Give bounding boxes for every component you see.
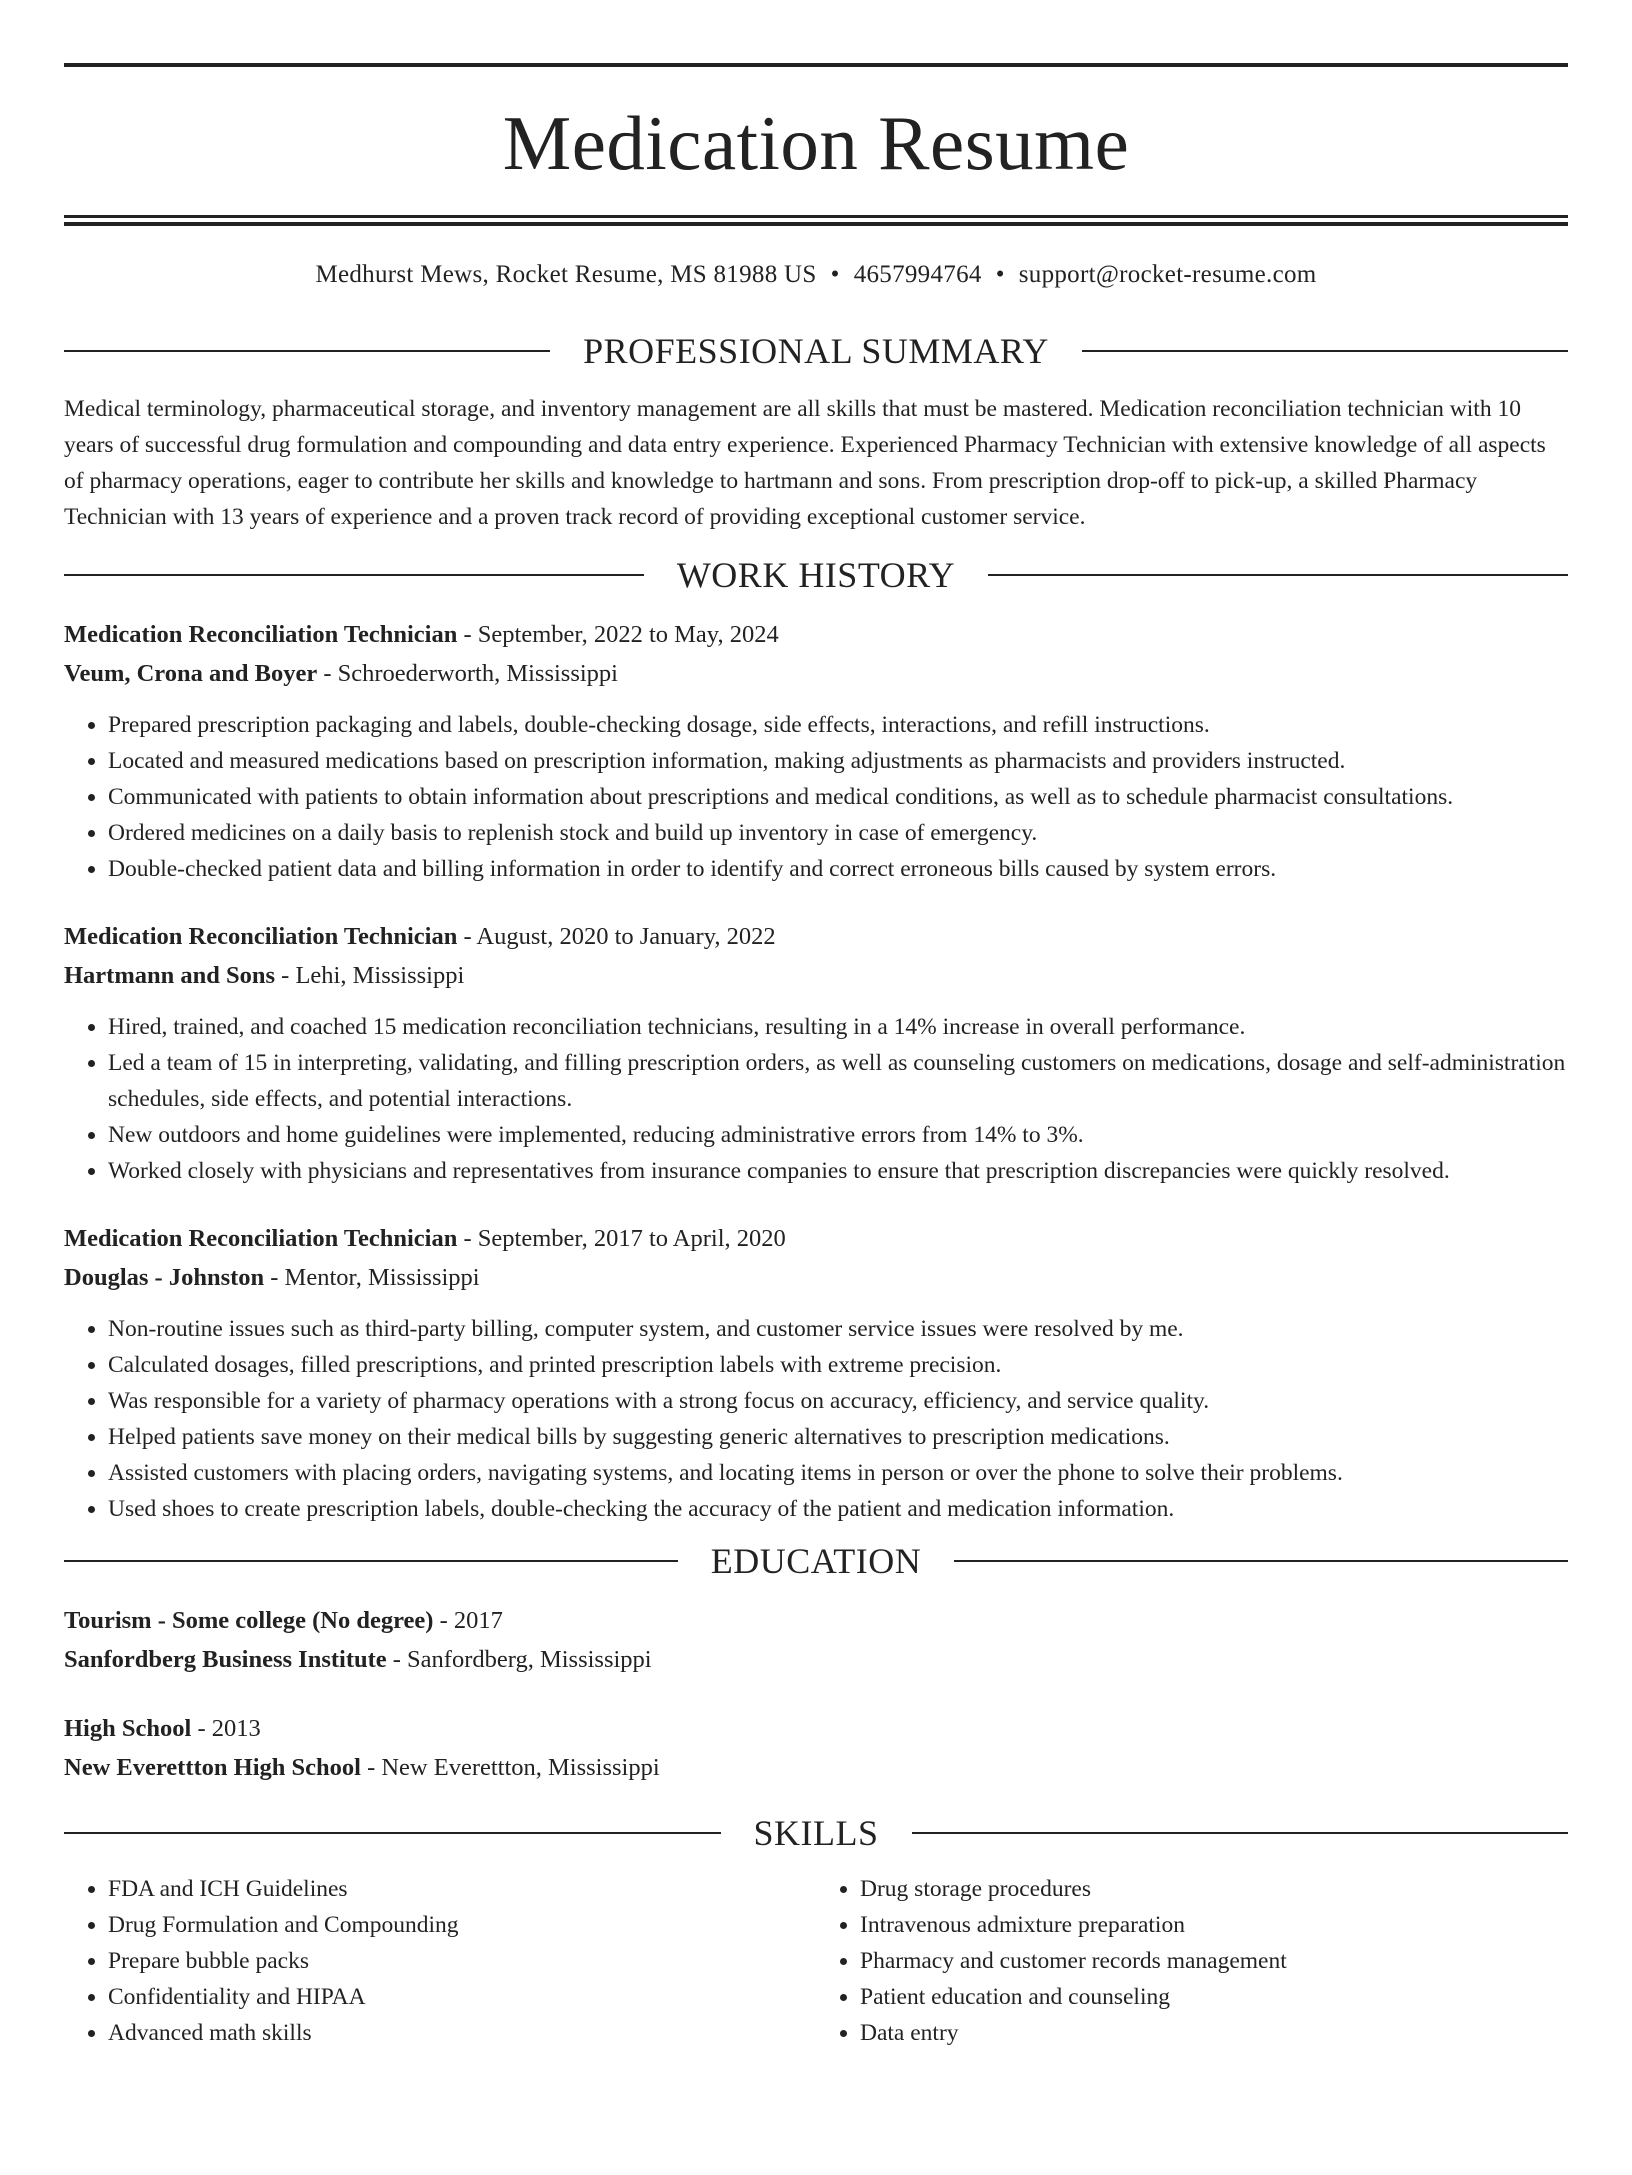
job-bullet: • Prepared prescription packaging and labels, double-checking dosage, side effects, interactions, and refill instructions. xyxy=(108,707,1568,743)
contact-phone: 4657994764 xyxy=(853,261,982,288)
skill-item: • Data entry xyxy=(860,2015,1568,2051)
job-entry xyxy=(64,615,1568,887)
section-rule-left xyxy=(64,574,644,576)
job-bullet: • Non-routine issues such as third-party billing, computer system, and customer service issues were resolved by me. xyxy=(108,1311,1568,1347)
job-bullet: • Used shoes to create prescription labels, double-checking the accuracy of the patient and medication information. xyxy=(108,1491,1568,1527)
skill-item: • Advanced math skills xyxy=(108,2015,816,2051)
job-entry xyxy=(64,917,1568,1189)
section-rule-left xyxy=(64,350,550,352)
job-role: Medication Reconciliation Technician xyxy=(64,923,458,950)
job-bullet: • Worked closely with physicians and representatives from insurance companies to ensure that prescription discrepancies were quickly resolved. xyxy=(108,1153,1568,1189)
skill-item: • Drug storage procedures xyxy=(860,1871,1568,1907)
job-role: Medication Reconciliation Technician xyxy=(64,1225,458,1252)
job-bullet: • Led a team of 15 in interpreting, validating, and filling prescription orders, as well as counseling customers on medications, dosage and self-administration schedules, side effects, and potential interactions. xyxy=(108,1045,1568,1117)
education-school: Sanfordberg Business Institute xyxy=(64,1646,387,1673)
education-year: - 2017 xyxy=(433,1607,503,1634)
job-bullet: • Calculated dosages, filled prescriptions, and printed prescription labels with extreme precision. xyxy=(108,1347,1568,1383)
job-company: Hartmann and Sons xyxy=(64,962,276,989)
section-header-skills xyxy=(64,1815,1568,1851)
skill-item: • FDA and ICH Guidelines xyxy=(108,1871,816,1907)
education-degree-line xyxy=(64,1709,1568,1748)
education-entry xyxy=(64,1601,1568,1679)
job-dates: - August, 2020 to January, 2022 xyxy=(457,923,776,950)
section-title: PROFESSIONAL SUMMARY xyxy=(583,331,1049,371)
section-rule-left xyxy=(64,1560,678,1562)
education-entry xyxy=(64,1709,1568,1787)
job-bullet: • Helped patients save money on their medical bills by suggesting generic alternatives to prescription medications. xyxy=(108,1419,1568,1455)
resume-title: Medication Resume xyxy=(502,100,1130,186)
skill-item: • Confidentiality and HIPAA xyxy=(108,1979,816,2015)
job-company: Veum, Crona and Boyer xyxy=(64,660,318,687)
contact-address: Medhurst Mews, Rocket Resume, MS 81988 US xyxy=(315,261,817,288)
contact-line xyxy=(64,262,1568,287)
skills-list-right xyxy=(816,1871,1568,2051)
section-rule-left xyxy=(64,1832,721,1834)
education-degree-line xyxy=(64,1601,1568,1640)
job-bullet: • Communicated with patients to obtain information about prescriptions and medical conditions, as well as to schedule pharmacist consultations. xyxy=(108,779,1568,815)
job-company-line xyxy=(64,654,1568,693)
skills-list-left xyxy=(64,1871,816,2051)
education-location: - Sanfordberg, Mississippi xyxy=(386,1646,652,1673)
job-dates: - September, 2017 to April, 2020 xyxy=(457,1225,786,1252)
job-entry xyxy=(64,1219,1568,1527)
section-header-education xyxy=(64,1543,1568,1579)
section-rule-right xyxy=(1082,350,1568,352)
education-year: - 2013 xyxy=(191,1715,261,1742)
job-bullet: • Hired, trained, and coached 15 medication reconciliation technicians, resulting in a 14% increase in overall performance. xyxy=(108,1009,1568,1045)
job-role-line xyxy=(64,1219,1568,1258)
resume-page xyxy=(0,63,1632,2175)
skill-item: • Intravenous admixture preparation xyxy=(860,1907,1568,1943)
section-title: SKILLS xyxy=(753,1813,879,1853)
job-company-line xyxy=(64,1258,1568,1297)
section-header-summary xyxy=(64,333,1568,369)
job-company-line xyxy=(64,956,1568,995)
section-title: EDUCATION xyxy=(710,1541,922,1581)
job-bullets xyxy=(64,1311,1568,1527)
summary-text: Medical terminology, pharmaceutical storage, and inventory management are all skills that must be mastered. Medication reconciliation technician with 10 years of successful drug formulation and compounding and data entry experience. Experienced Pharmacy Technician with extensive knowledge of all aspects of pharmacy operations, eager to contribute her skills and knowledge to hartmann and sons. From prescription drop-off to pick-up, a skilled Pharmacy Technician with 13 years of experience and a proven track record of providing exceptional customer service. xyxy=(64,396,1546,530)
job-role: Medication Reconciliation Technician xyxy=(64,621,458,648)
job-bullet: • New outdoors and home guidelines were implemented, reducing administrative errors from 14% to 3%. xyxy=(108,1117,1568,1153)
skill-item: • Prepare bubble packs xyxy=(108,1943,816,1979)
contact-email: support@rocket-resume.com xyxy=(1018,261,1317,288)
job-bullets xyxy=(64,1009,1568,1189)
section-header-work-history xyxy=(64,557,1568,593)
education-school: New Everettton High School xyxy=(64,1754,361,1781)
job-bullet: • Was responsible for a variety of pharmacy operations with a strong focus on accuracy, efficiency, and service quality. xyxy=(108,1383,1568,1419)
job-location: - Mentor, Mississippi xyxy=(264,1264,480,1291)
education-degree: Tourism - Some college (No degree) xyxy=(64,1607,434,1634)
contact-separator: • xyxy=(830,261,840,288)
job-location: - Schroederworth, Mississippi xyxy=(317,660,618,687)
skill-item: • Pharmacy and customer records management xyxy=(860,1943,1568,1979)
job-bullet: • Ordered medicines on a daily basis to replenish stock and build up inventory in case of emergency. xyxy=(108,815,1568,851)
top-divider xyxy=(64,63,1568,67)
title-double-divider xyxy=(64,215,1568,226)
section-title: WORK HISTORY xyxy=(676,555,956,595)
job-bullet: • Double-checked patient data and billing information in order to identify and correct erroneous bills caused by system errors. xyxy=(108,851,1568,887)
education-school-line xyxy=(64,1640,1568,1679)
section-rule-right xyxy=(912,1832,1569,1834)
skill-item: • Patient education and counseling xyxy=(860,1979,1568,2015)
job-bullet: • Assisted customers with placing orders, navigating systems, and locating items in person or over the phone to solve their problems. xyxy=(108,1455,1568,1491)
education-school-line xyxy=(64,1748,1568,1787)
job-bullet: • Located and measured medications based on prescription information, making adjustments as pharmacists and providers instructed. xyxy=(108,743,1568,779)
education-location: - New Everettton, Mississippi xyxy=(360,1754,660,1781)
job-dates: - September, 2022 to May, 2024 xyxy=(457,621,779,648)
job-company: Douglas - Johnston xyxy=(64,1264,265,1291)
job-bullets xyxy=(64,707,1568,887)
section-rule-right xyxy=(988,574,1568,576)
section-rule-right xyxy=(954,1560,1568,1562)
education-degree: High School xyxy=(64,1715,192,1742)
job-role-line xyxy=(64,917,1568,956)
skills-columns xyxy=(64,1871,1568,2051)
job-location: - Lehi, Mississippi xyxy=(275,962,465,989)
job-role-line xyxy=(64,615,1568,654)
skill-item: • Drug Formulation and Compounding xyxy=(108,1907,816,1943)
contact-separator: • xyxy=(995,261,1005,288)
